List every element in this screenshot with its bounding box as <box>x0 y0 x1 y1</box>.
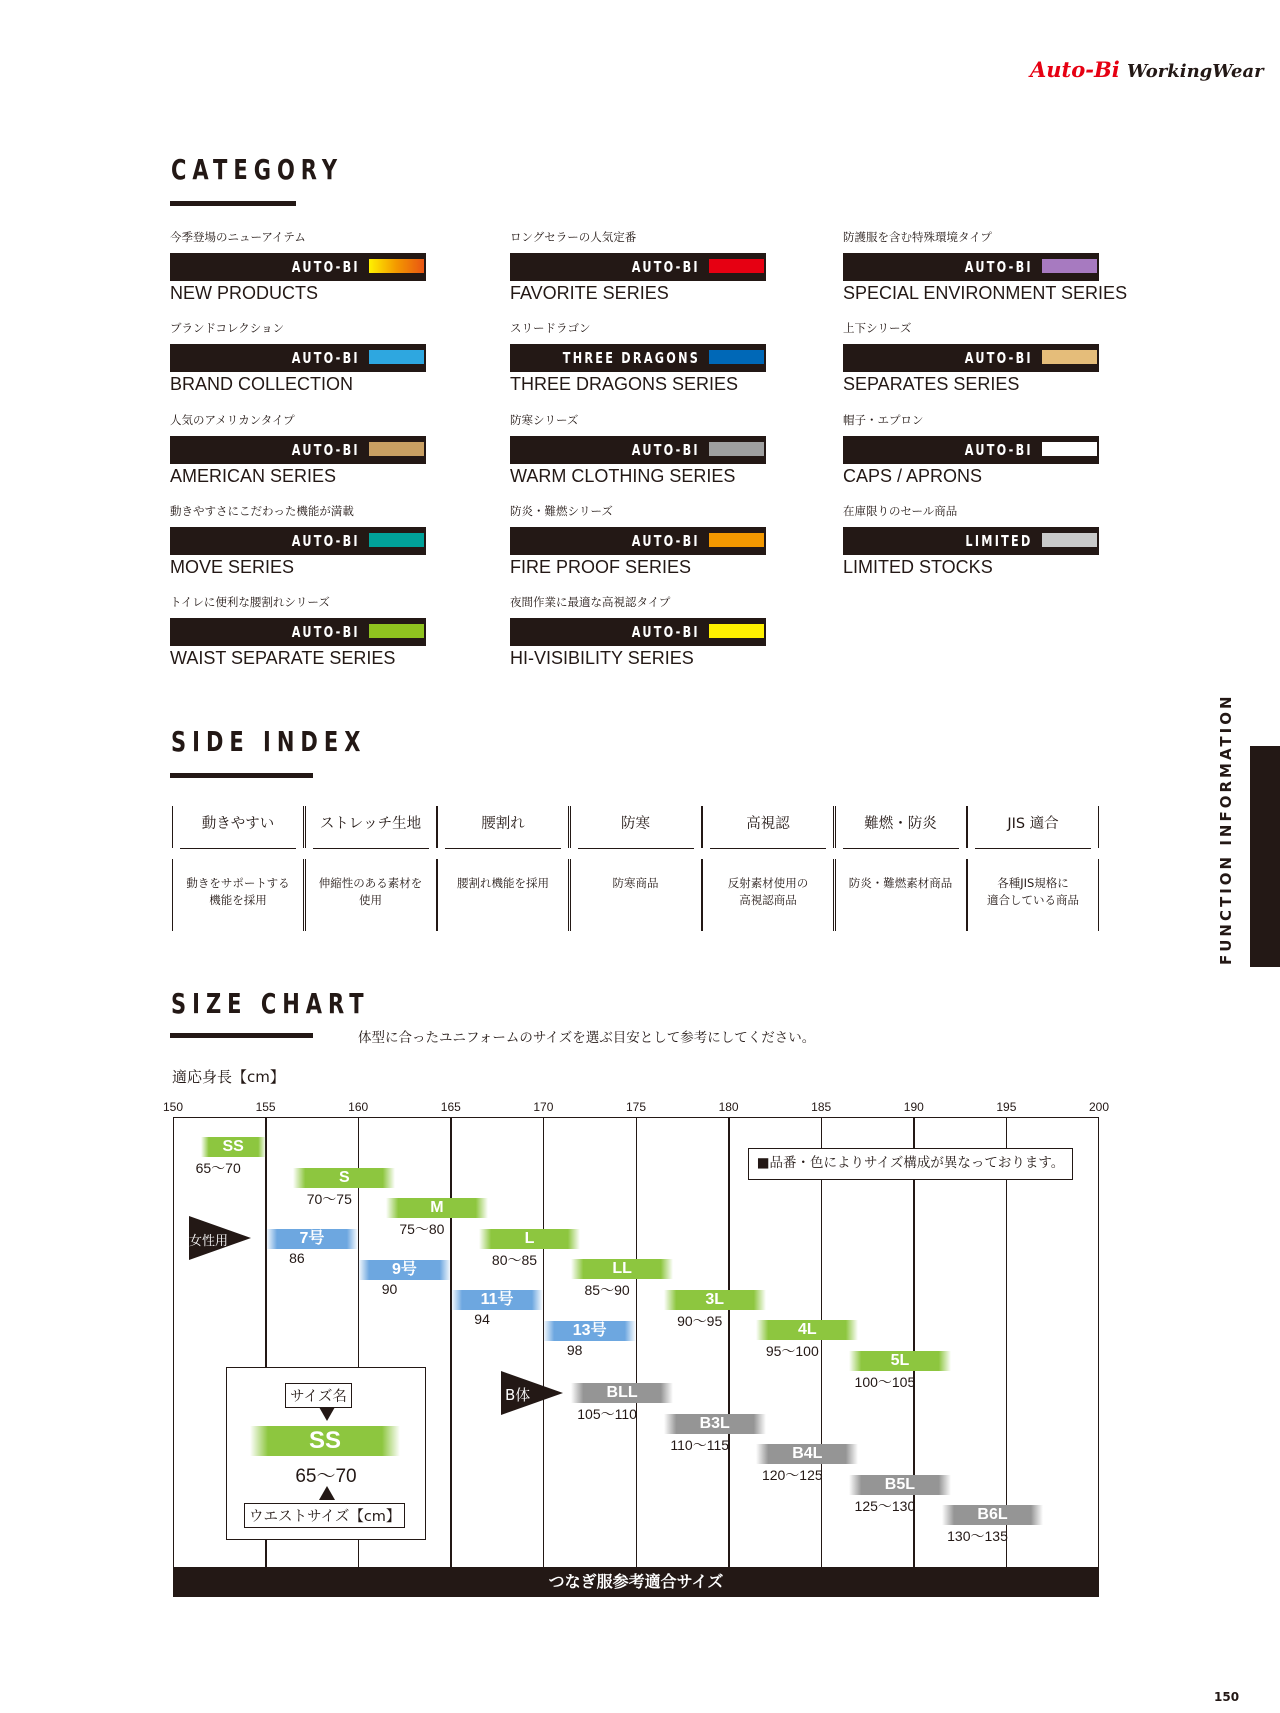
category-color-swatch <box>369 442 424 456</box>
category-jp-label: 在庫限りのセール商品 <box>843 504 958 518</box>
legend-sample-waist: 65～70 <box>295 1466 357 1487</box>
category-brand: AUTO-BI <box>291 623 360 641</box>
b-body-label: B体 <box>505 1386 531 1404</box>
size-bar: 7号 <box>266 1229 359 1249</box>
category-jp-label: 帽子・エプロン <box>843 413 924 427</box>
category-en-label: SEPARATES SERIES <box>843 374 1020 394</box>
category-en-label: HI-VISIBILITY SERIES <box>510 648 694 668</box>
category-jp-label: 防護服を含む特殊環境タイプ <box>843 230 992 244</box>
side-index-divider <box>975 848 1091 849</box>
category-bar <box>510 436 766 464</box>
category-en-label: FAVORITE SERIES <box>510 283 669 303</box>
category-item <box>510 320 766 395</box>
category-en-label: LIMITED STOCKS <box>843 557 993 577</box>
brand-logo <box>1030 57 1264 82</box>
category-bar <box>170 344 426 372</box>
category-color-swatch <box>369 533 424 547</box>
size-bar: 11号 <box>451 1290 544 1310</box>
category-en-label: NEW PRODUCTS <box>170 283 318 303</box>
logo-text-workingwear: WorkingWear <box>1127 61 1264 82</box>
category-bar <box>170 527 426 555</box>
category-en-label: MOVE SERIES <box>170 557 295 577</box>
category-rule <box>170 201 296 206</box>
category-en-label: FIRE PROOF SERIES <box>510 557 692 577</box>
category-brand: AUTO-BI <box>964 349 1033 367</box>
x-axis-tick-label: 185 <box>811 1100 832 1114</box>
side-index-column <box>967 806 1099 931</box>
size-bar: 4L <box>756 1320 858 1340</box>
x-axis-tick-label: 180 <box>718 1100 739 1114</box>
waist-range-label: 110～115 <box>670 1436 730 1453</box>
legend-down-arrow-icon <box>319 1407 335 1421</box>
size-bar: B5L <box>849 1475 951 1495</box>
category-color-swatch <box>1042 442 1097 456</box>
side-index-head: JIS 適合 <box>967 806 1099 848</box>
side-index-divider <box>578 848 694 849</box>
category-color-swatch <box>709 350 764 364</box>
axis-label: 適応身長【cm】 <box>172 1068 285 1086</box>
category-brand: THREE DRAGONS <box>562 349 700 367</box>
category-jp-label: ロングセラーの人気定番 <box>510 230 637 244</box>
side-index-column <box>570 806 702 931</box>
side-index-head: 難燃・防炎 <box>835 806 967 848</box>
size-bar: SS <box>201 1137 266 1157</box>
category-item <box>843 320 1099 395</box>
side-index-divider <box>313 848 429 849</box>
size-chart-rule <box>170 1033 313 1038</box>
size-bar: BLL <box>571 1383 673 1403</box>
category-item <box>510 503 766 578</box>
category-jp-label: ブランドコレクション <box>170 321 285 335</box>
category-item <box>170 320 426 395</box>
category-brand: AUTO-BI <box>291 441 360 459</box>
side-index-desc <box>305 859 437 931</box>
side-index-desc-line1: 防炎・難燃素材商品 <box>848 876 953 890</box>
side-index-desc-line1: 腰割れ機能を採用 <box>457 876 549 890</box>
category-en-label: CAPS / APRONS <box>843 466 983 486</box>
category-color-swatch <box>709 533 764 547</box>
category-jp-label: 防寒シリーズ <box>510 413 579 427</box>
category-jp-label: 防炎・難燃シリーズ <box>510 504 613 518</box>
category-color-swatch <box>369 350 424 364</box>
grid-line <box>1006 1118 1008 1568</box>
side-index-desc-line2: 適合している商品 <box>987 893 1079 907</box>
category-color-swatch <box>1042 259 1097 273</box>
category-brand: AUTO-BI <box>631 532 700 550</box>
side-index-divider <box>710 848 826 849</box>
size-bar: M <box>386 1198 488 1218</box>
category-color-swatch <box>369 259 424 273</box>
category-color-swatch <box>369 624 424 638</box>
waist-range-label: 130～135 <box>947 1528 1008 1544</box>
chart-footer-band: つなぎ服参考適合サイズ <box>173 1567 1099 1597</box>
size-bar: 13号 <box>543 1321 636 1341</box>
category-brand: AUTO-BI <box>291 532 360 550</box>
side-index-divider <box>445 848 561 849</box>
women-label: 女性用 <box>189 1234 229 1249</box>
category-item <box>510 594 766 669</box>
category-bar <box>843 253 1099 281</box>
side-index-desc <box>835 859 967 931</box>
category-jp-label: 動きやすさにこだわった機能が満載 <box>170 504 354 518</box>
category-brand: AUTO-BI <box>631 258 700 276</box>
x-axis-tick-label: 200 <box>1088 1100 1110 1114</box>
category-item <box>170 229 426 304</box>
x-axis-tick-label: 190 <box>903 1100 924 1114</box>
category-bar <box>510 344 766 372</box>
category-color-swatch <box>709 624 764 638</box>
waist-range-label: 80～85 <box>491 1251 538 1268</box>
size-bar: LL <box>571 1259 673 1279</box>
waist-range-label: 90 <box>381 1280 398 1297</box>
side-index-desc <box>702 859 834 931</box>
side-index-desc-line2: 使用 <box>359 893 382 907</box>
category-brand: AUTO-BI <box>291 349 360 367</box>
side-tab-block <box>1250 746 1280 967</box>
category-bar <box>843 527 1099 555</box>
category-bar <box>170 618 426 646</box>
side-tab-label: FUNCTION INFORMATION <box>1217 693 1235 965</box>
size-bar: B6L <box>942 1505 1044 1525</box>
category-item <box>170 412 426 487</box>
side-index-divider <box>180 848 296 849</box>
side-index-desc-line1: 反射素材使用の <box>727 876 809 890</box>
side-index-head: 動きやすい <box>172 806 304 848</box>
waist-range-label: 105～110 <box>577 1406 637 1422</box>
side-index-head: 防寒 <box>570 806 702 848</box>
legend-sample-size: SS <box>250 1426 400 1456</box>
category-color-swatch <box>709 259 764 273</box>
waist-range-label: 70～75 <box>306 1190 352 1207</box>
category-en-label: AMERICAN SERIES <box>170 466 337 486</box>
waist-range-label: 85～90 <box>584 1282 630 1298</box>
side-index-desc <box>967 859 1099 931</box>
x-axis-tick-label: 195 <box>996 1100 1017 1114</box>
side-index-desc-line2: 高視認商品 <box>739 893 797 907</box>
side-index-column <box>305 806 437 931</box>
x-axis-tick-label: 155 <box>255 1100 276 1114</box>
category-jp-label: 人気のアメリカンタイプ <box>170 413 295 427</box>
side-index-title: SIDE INDEX <box>171 725 367 758</box>
category-en-label: SPECIAL ENVIRONMENT SERIES <box>843 283 1128 303</box>
category-en-label: THREE DRAGONS SERIES <box>510 374 739 394</box>
size-note: ■品番・色によりサイズ構成が異なっております。 <box>748 1148 1073 1180</box>
waist-range-label: 120～125 <box>761 1467 823 1483</box>
logo-text-autobi: Auto-Bi <box>1030 57 1120 82</box>
category-jp-label: トイレに便利な腰割れシリーズ <box>170 595 330 609</box>
waist-range-label: 86 <box>289 1250 305 1266</box>
side-index-rule <box>170 773 313 778</box>
category-jp-label: 今季登場のニューアイテム <box>170 230 306 244</box>
legend-up-arrow-icon <box>319 1486 335 1500</box>
category-bar <box>510 253 766 281</box>
side-index-desc-line2: 機能を採用 <box>209 893 267 907</box>
category-title: CATEGORY <box>171 153 344 186</box>
category-item <box>510 229 766 304</box>
category-jp-label: 夜間作業に最適な高視認タイプ <box>510 595 671 609</box>
waist-range-label: 95～100 <box>765 1343 819 1359</box>
category-brand: AUTO-BI <box>291 258 360 276</box>
category-color-swatch <box>709 442 764 456</box>
side-index-column <box>835 806 967 931</box>
category-item <box>843 229 1128 304</box>
category-bar <box>170 253 426 281</box>
side-index-head: 高視認 <box>702 806 834 848</box>
category-brand: AUTO-BI <box>631 623 700 641</box>
category-bar <box>170 436 426 464</box>
category-item <box>843 503 1099 578</box>
category-en-label: WARM CLOTHING SERIES <box>510 466 736 486</box>
x-axis-tick-label: 160 <box>348 1100 369 1114</box>
side-index-divider <box>843 848 959 849</box>
size-bar: 3L <box>664 1290 766 1310</box>
side-index-desc <box>172 859 304 931</box>
size-bar: B4L <box>756 1444 858 1464</box>
legend-box <box>226 1367 426 1540</box>
category-bar <box>843 344 1099 372</box>
size-chart-intro: 体型に合ったユニフォームのサイズを選ぶ目安として参考にしてください。 <box>358 1030 816 1046</box>
side-index-head: 腰割れ <box>437 806 569 848</box>
category-color-swatch <box>1042 350 1097 364</box>
side-index-column <box>172 806 304 931</box>
category-en-label: BRAND COLLECTION <box>170 374 354 394</box>
side-index-column <box>437 806 569 931</box>
category-bar <box>510 527 766 555</box>
waist-range-label: 98 <box>566 1341 583 1358</box>
category-jp-label: スリードラゴン <box>510 321 591 335</box>
x-axis-tick-label: 165 <box>440 1100 461 1114</box>
x-axis-tick-label: 170 <box>533 1100 554 1114</box>
category-brand: LIMITED <box>965 532 1033 550</box>
side-index-desc-line1: 動きをサポートする <box>186 876 290 890</box>
category-jp-label: 上下シリーズ <box>843 321 912 335</box>
category-en-label: WAIST SEPARATE SERIES <box>170 648 396 668</box>
size-bar: L <box>479 1229 581 1249</box>
x-axis-tick-label: 175 <box>625 1100 647 1114</box>
page-number: 150 <box>1214 1690 1240 1704</box>
category-bar <box>843 436 1099 464</box>
waist-range-label: 75～80 <box>399 1221 445 1237</box>
category-brand: AUTO-BI <box>964 441 1033 459</box>
waist-range-label: 125～130 <box>854 1497 916 1514</box>
side-index-desc-line1: 防寒商品 <box>612 876 659 890</box>
side-index-head: ストレッチ生地 <box>305 806 437 848</box>
category-brand: AUTO-BI <box>631 441 700 459</box>
side-index-desc-line1: 各種JIS規格に <box>997 876 1069 890</box>
waist-range-label: 65～70 <box>195 1160 241 1176</box>
waist-range-label: 94 <box>474 1311 490 1327</box>
waist-range-label: 90～95 <box>677 1312 723 1329</box>
legend-size-name-label: サイズ名 <box>285 1383 352 1408</box>
category-bar <box>510 618 766 646</box>
size-bar: 9号 <box>358 1260 451 1280</box>
side-index-desc <box>570 859 702 931</box>
category-item <box>843 412 1099 487</box>
legend-waist-label: ウエストサイズ【cm】 <box>244 1503 405 1528</box>
x-axis-tick-label: 150 <box>162 1100 184 1114</box>
size-chart-title: SIZE CHART <box>171 987 370 1020</box>
waist-range-label: 100～105 <box>854 1373 916 1390</box>
category-item <box>170 594 426 669</box>
size-bar: S <box>293 1168 395 1188</box>
size-bar: B3L <box>664 1414 766 1434</box>
side-index-desc-line1: 伸縮性のある素材を <box>318 876 423 890</box>
side-index-desc <box>437 859 569 931</box>
category-item <box>170 503 426 578</box>
side-index-column <box>702 806 834 931</box>
category-color-swatch <box>1042 533 1097 547</box>
category-brand: AUTO-BI <box>964 258 1033 276</box>
size-bar: 5L <box>849 1351 951 1371</box>
category-item <box>510 412 766 487</box>
grid-line <box>450 1118 452 1568</box>
